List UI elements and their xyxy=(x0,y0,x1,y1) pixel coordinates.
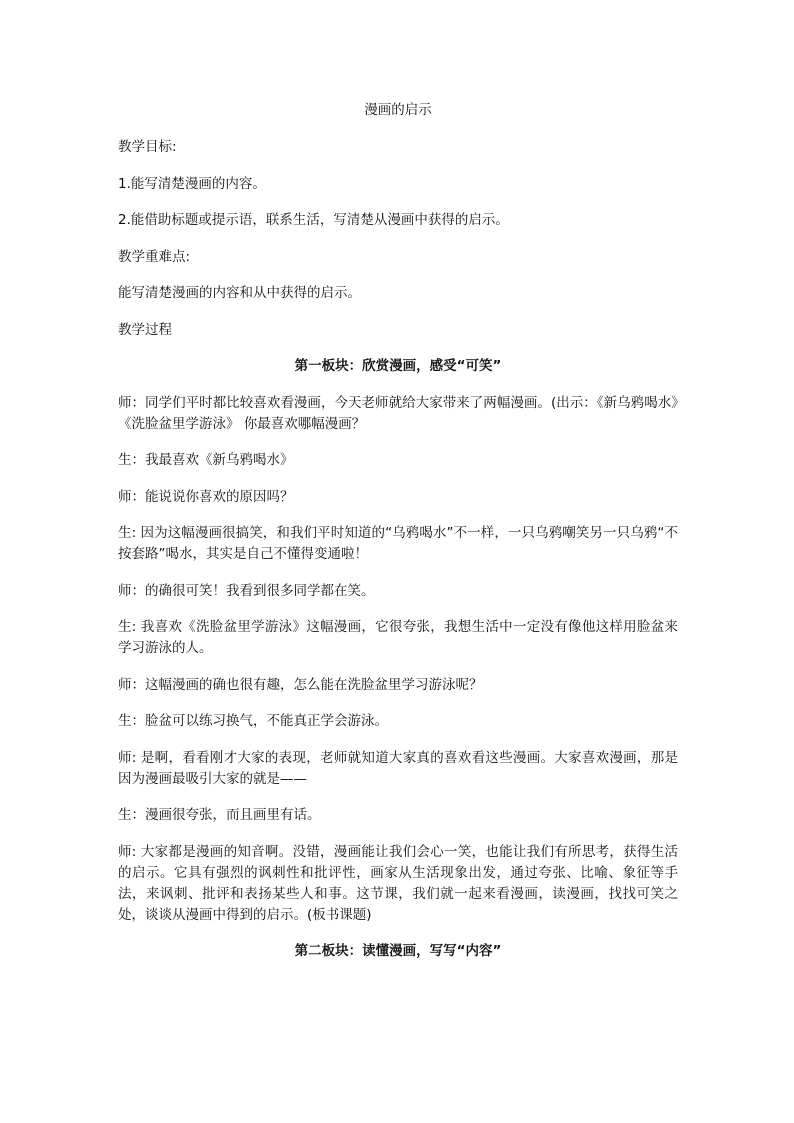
paragraph: 生: 因为这幅漫画很搞笑，和我们平时知道的“乌鸦喝水”不一样，一只乌鸦嘲笑另一只乌鸦“不按套路”喝水，其实是自己不懂得变通啦！ xyxy=(118,525,678,562)
paragraph: 师：同学们平时都比较喜欢看漫画，今天老师就给大家带来了两幅漫画。(出示：《新乌鸦喝水》《洗脸盆里学游泳》 你最喜欢哪幅漫画？ xyxy=(118,394,678,432)
paragraph: 生：脸盆可以练习换气，不能真正学会游泳。 xyxy=(118,713,388,729)
document-title: 漫画的启示 xyxy=(364,102,432,118)
paragraph: 2.能借助标题或提示语，联系生活，写清楚从漫画中获得的启示。 xyxy=(118,212,509,228)
paragraph: 师: 是啊，看看刚才大家的表现，老师就知道大家真的喜欢看这些漫画。大家喜欢漫画，那是因为漫画最吸引大家的就是—— xyxy=(118,749,678,787)
paragraph: 师：这幅漫画的确也很有趣，怎么能在洗脸盆里学习游泳呢？ xyxy=(118,676,483,693)
paragraph: 师：能说说你喜欢的原因吗？ xyxy=(118,488,294,505)
paragraph: 教学重难点: xyxy=(118,248,191,265)
paragraph: 师: 大家都是漫画的知音啊。没错，漫画能让我们会心一笑，也能让我们有所思考，获得生活的启示。它具有强烈的讽刺性和批评性，画家从生活现象出发，通过夸张、比喻、象征等手法，来讽刺、批评和表扬某些人和事。这节课，我们就一起来看漫画，读漫画，找找可笑之处，谈谈从漫画中得到的启示。(板书课题) xyxy=(118,843,678,923)
document-body xyxy=(118,100,678,978)
paragraph: 师：的确很可笑！我看到很多同学都在笑。 xyxy=(118,582,375,599)
paragraph-list xyxy=(118,137,678,962)
paragraph: 生：漫画很夸张，而且画里有话。 xyxy=(118,807,321,823)
section-heading: 第一板块：欣赏漫画，感受“可笑” xyxy=(294,358,502,374)
section-heading: 第二板块：读懂漫画，写写“内容” xyxy=(294,943,502,959)
paragraph: 1.能写清楚漫画的内容。 xyxy=(118,175,266,192)
paragraph: 能写清楚漫画的内容和从中获得的启示。 xyxy=(118,285,361,301)
paragraph: 教学过程 xyxy=(118,321,172,338)
paragraph: 生：我最喜欢《新乌鸦喝水》 xyxy=(118,452,294,468)
paragraph: 教学目标: xyxy=(118,139,177,155)
paragraph: 生: 我喜欢《洗脸盆里学游泳》这幅漫画，它很夸张，我想生活中一定没有像他这样用脸盆来学习游泳的人。 xyxy=(118,619,678,656)
